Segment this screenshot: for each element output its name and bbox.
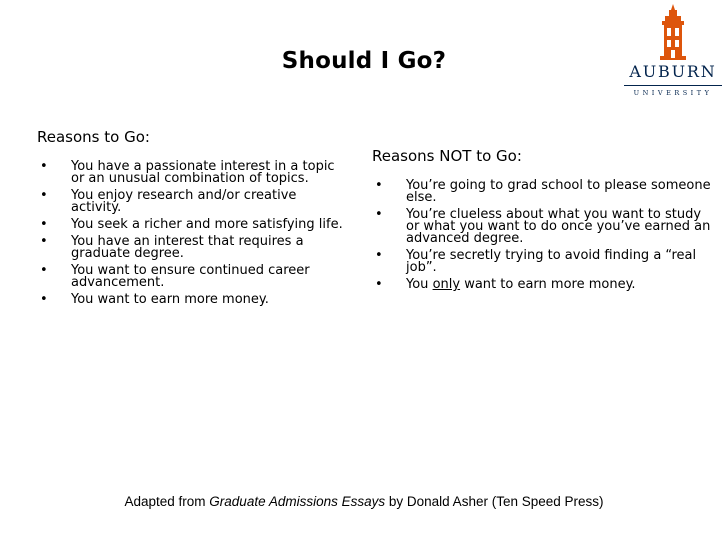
list-item-text [406, 277, 636, 292]
citation-prefix: Adapted from [124, 494, 206, 509]
emphasis-only: only [432, 277, 461, 292]
reasons-not-to-go-heading: Reasons NOT to Go: [372, 147, 522, 165]
list-item-text: You want to ensure continued career advancement. [71, 263, 310, 290]
source-citation [0, 494, 728, 509]
reasons-to-go-list [37, 161, 349, 306]
auburn-university-logo [620, 4, 726, 104]
list-item [37, 190, 349, 214]
reasons-to-go-column [37, 128, 349, 311]
list-item [37, 219, 349, 231]
list-item-text: You’re clueless about what you want to study or what you want to do once you’ve earned an advanced degree. [406, 207, 711, 246]
bullet-icon: • [375, 178, 383, 193]
list-item-text: You want to earn more money. [71, 292, 269, 307]
reasons-to-go-heading: Reasons to Go: [37, 128, 150, 146]
list-item-text: You seek a richer and more satisfying life. [71, 217, 343, 232]
list-item [37, 294, 349, 306]
list-item [37, 236, 349, 260]
list-item [372, 209, 712, 245]
tower-icon [620, 4, 726, 62]
reasons-not-to-go-column [372, 147, 712, 296]
logo-wordmark: AUBURN [629, 62, 717, 81]
list-item [372, 279, 712, 291]
reasons-not-to-go-list [372, 180, 712, 291]
bullet-icon: • [40, 188, 48, 203]
list-item-text: You have an interest that requires a graduate degree. [71, 234, 304, 261]
bullet-icon: • [40, 217, 48, 232]
list-item-text: You have a passionate interest in a topic or an unusual combination of topics. [71, 159, 335, 186]
list-item-prefix: You [406, 277, 429, 292]
list-item [372, 250, 712, 274]
bullet-icon: • [40, 292, 48, 307]
bullet-icon: • [40, 263, 48, 278]
list-item-text: You’re going to grad school to please someone else. [406, 178, 711, 205]
list-item [37, 265, 349, 289]
bullet-icon: • [375, 277, 383, 292]
citation-book-title: Graduate Admissions Essays [209, 494, 386, 509]
list-item-text: You enjoy research and/or creative activity. [71, 188, 297, 215]
bullet-icon: • [375, 207, 383, 222]
bullet-icon: • [40, 159, 48, 174]
slide-title: Should I Go? [281, 48, 447, 74]
list-item [372, 180, 712, 204]
bullet-icon: • [40, 234, 48, 249]
logo-divider [624, 85, 722, 86]
list-item [37, 161, 349, 185]
citation-suffix: by Donald Asher (Ten Speed Press) [388, 494, 604, 509]
logo-subtitle: UNIVERSITY [633, 89, 713, 97]
list-item-text: You’re secretly trying to avoid finding a “real job”. [406, 248, 697, 275]
bullet-icon: • [375, 248, 383, 263]
list-item-suffix: want to earn more money. [464, 277, 636, 292]
